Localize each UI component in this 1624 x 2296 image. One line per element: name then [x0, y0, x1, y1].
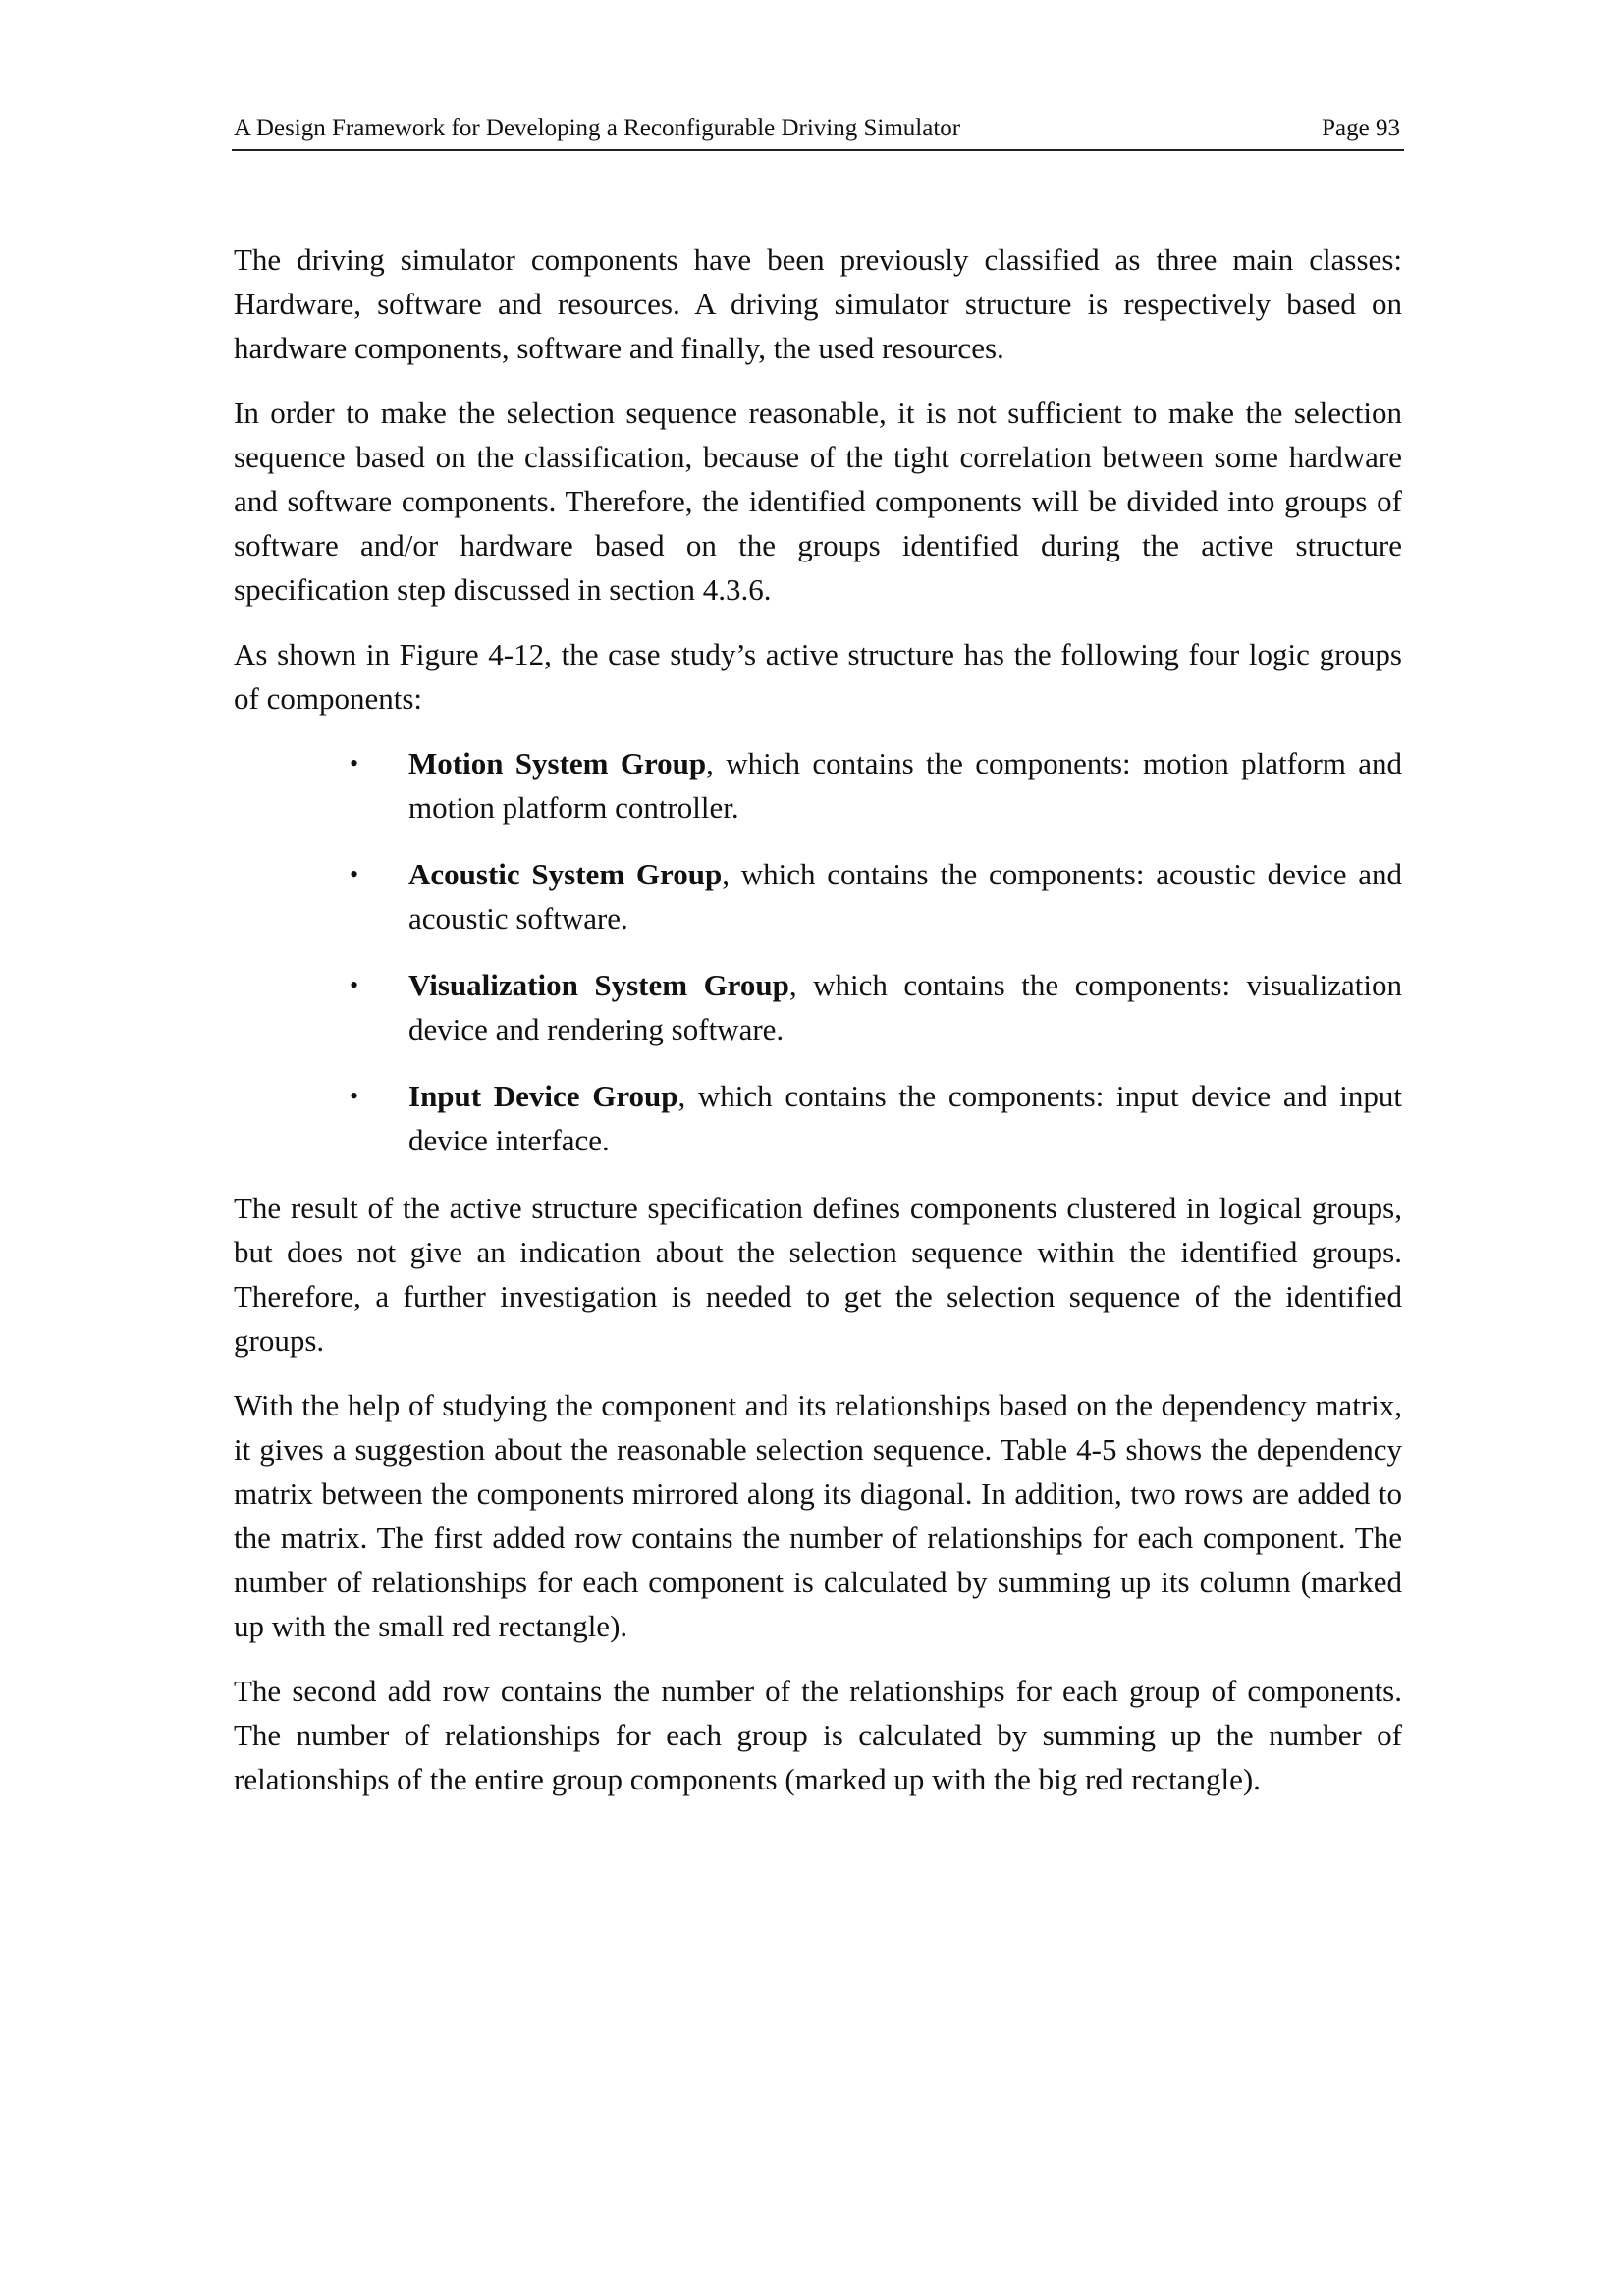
group-term: Acoustic System Group [408, 857, 723, 891]
paragraph-1: The driving simulator components have been previously classified as three main classes: Hardware, software and resources. A driving simulator structure is respectively based on hardware components, software and finally, the used resources. [234, 242, 1402, 365]
list-item-visualization-system [350, 963, 1402, 1051]
page-number: Page 93 [1322, 115, 1400, 141]
group-description: , which contains the components: motion platform and motion platform controller. [408, 746, 1402, 825]
group-description: , which contains the components: acoustic device and acoustic software. [408, 857, 1403, 935]
list-item-motion-system [350, 741, 1402, 829]
paragraph-3: As shown in Figure 4-12, the case study’s active structure has the following four logic groups of components: [234, 637, 1402, 716]
group-term: Visualization System Group [408, 968, 789, 1002]
list-item-acoustic-system [350, 852, 1403, 940]
group-description: , which contains the components: visualization device and rendering software. [408, 968, 1402, 1046]
bullet-icon: • [350, 1082, 359, 1110]
component-groups-list [234, 741, 1402, 1162]
page-header [232, 106, 1404, 151]
group-term: Motion System Group [408, 746, 707, 780]
paragraph-6: The second add row contains the number of the relationships for each group of components. The number of relationships for each group is calculated by summing up the number of relationships of the entire group components (marked up with the big red rectangle). [234, 1674, 1402, 1796]
paragraph-4: The result of the active structure specification defines components clustered in logical groups, but does not give an indication about the selection sequence within the identified groups. Therefore, a further investigation is needed to get the selection sequence of the identified groups. [234, 1191, 1402, 1358]
group-description: , which contains the components: input device and input device interface. [408, 1079, 1402, 1157]
bullet-icon: • [350, 749, 359, 777]
group-term: Input Device Group [408, 1079, 678, 1113]
header-title: A Design Framework for Developing a Reconfigurable Driving Simulator [234, 115, 961, 141]
paragraph-5: With the help of studying the component and its relationships based on the dependency matrix, it gives a suggestion about the reasonable selection sequence. Table 4-5 shows the dependency matrix between the components mirrored along its diagonal. In addition, two rows are added to the matrix. The first added row contains the number of relationships for each component. The number of relationships for each component is calculated by summing up its column (marked up with the small red rectangle). [234, 1388, 1402, 1643]
bullet-icon: • [350, 860, 359, 888]
paragraph-2: In order to make the selection sequence reasonable, it is not sufficient to make the selection sequence based on the classification, because of the tight correlation between some hardware and software components. Therefore, the identified components will be divided into groups of software and/or hardware based on the groups identified during the active structure specification step discussed in section 4.3.6. [234, 396, 1402, 607]
list-item-input-device [350, 1074, 1402, 1162]
bullet-icon: • [350, 971, 359, 999]
body-text [234, 238, 1402, 1822]
